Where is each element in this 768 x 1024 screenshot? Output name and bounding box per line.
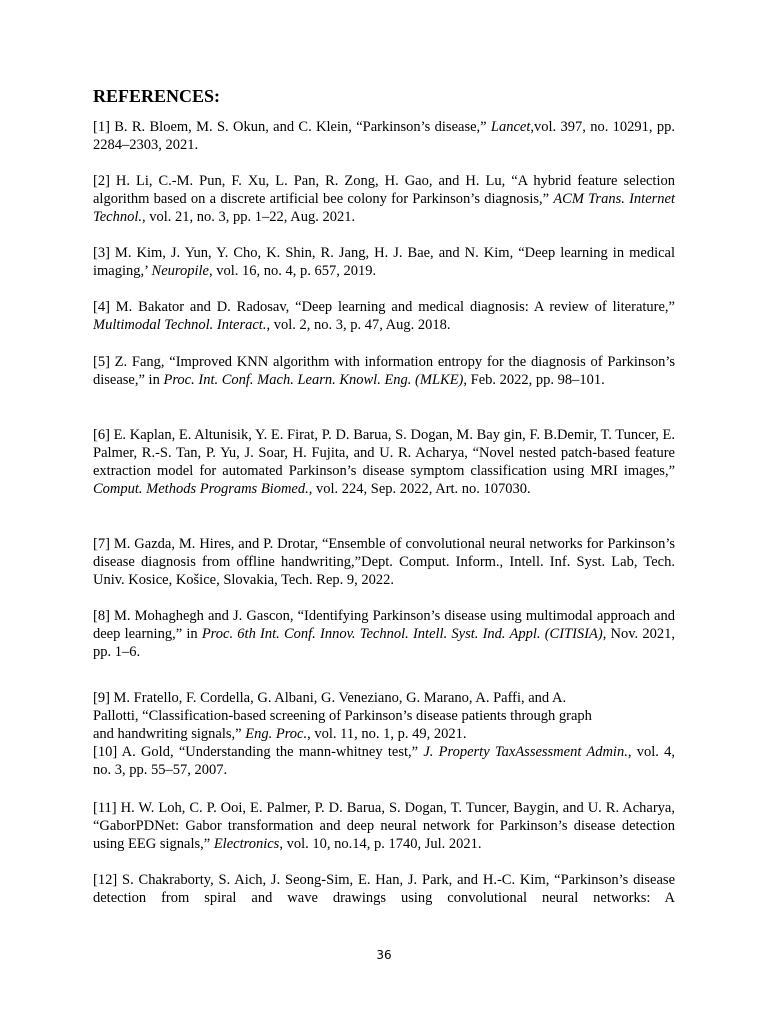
reference-1: [1] B. R. Bloem, M. S. Okun, and C. Klein, “Parkinson’s disease,” Lancet,vol. 397, no. 10291, pp. 2284–2303, 2021. [93, 119, 675, 153]
page-number: 36 [376, 948, 392, 962]
reference-9: [9] M. Fratello, F. Cordella, G. Albani, G. Veneziano, G. Marano, A. Paffi, and A. Pallotti, “Classification-based screening of Parkinson’s disease patients through graph and handwriting signals,” Eng. Proc., vol. 11, no. 1, p. 49, 2021. [93, 690, 592, 742]
reference-6: [6] E. Kaplan, E. Altunisik, Y. E. Firat, P. D. Barua, S. Dogan, M. Bay gin, F. B.Demir, T. Tuncer, E. Palmer, R.-S. Tan, P. Yu, J. Soar, H. Fujita, and U. R. Acharya, “Novel nested patch-based feature extraction model for automated Parkinson’s disease symptom classification using MRI images,” Comput. Methods Programs Biomed., vol. 224, Sep. 2022, Art. no. 107030. [93, 427, 675, 497]
reference-11: [11] H. W. Loh, C. P. Ooi, E. Palmer, P. D. Barua, S. Dogan, T. Tuncer, Baygin, and U. R. Acharya, “GaborPDNet: Gabor transformation and deep neural network for Parkinson’s disease detection using EEG signals,” Electronics, vol. 10, no.14, p. 1740, Jul. 2021. [93, 800, 675, 852]
references-heading: REFERENCES: [93, 86, 221, 106]
reference-3: [3] M. Kim, J. Yun, Y. Cho, K. Shin, R. Jang, H. J. Bae, and N. Kim, “Deep learning in medical imaging,’ Neuropile, vol. 16, no. 4, p. 657, 2019. [93, 245, 675, 279]
reference-2: [2] H. Li, C.-M. Pun, F. Xu, L. Pan, R. Zong, H. Gao, and H. Lu, “A hybrid feature selection algorithm based on a discrete artificial bee colony for Parkinson’s diagnosis,” ACM Trans. Internet Technol., vol. 21, no. 3, pp. 1–22, Aug. 2021. [93, 173, 675, 225]
reference-8: [8] M. Mohaghegh and J. Gascon, “Identifying Parkinson’s disease using multimodal approach and deep learning,” in Proc. 6th Int. Conf. Innov. Technol. Intell. Syst. Ind. Appl. (CITISIA), Nov. 2021, pp. 1–6. [93, 608, 675, 660]
reference-7: [7] M. Gazda, M. Hires, and P. Drotar, “Ensemble of convolutional neural networks for Parkinson’s disease diagnosis from offline handwriting,”Dept. Comput. Inform., Intell. Inf. Syst. Lab, Tech. Univ. Kosice, Košice, Slovakia, Tech. Rep. 9, 2022. [93, 536, 675, 588]
reference-5: [5] Z. Fang, “Improved KNN algorithm with information entropy for the diagnosis of Parkinson’s disease,” in Proc. Int. Conf. Mach. Learn. Knowl. Eng. (MLKE), Feb. 2022, pp. 98–101. [93, 354, 675, 388]
reference-10: [10] A. Gold, “Understanding the mann-whitney test,” J. Property TaxAssessment Admin., vol. 4, no. 3, pp. 55–57, 2007. [93, 744, 675, 778]
reference-4: [4] M. Bakator and D. Radosav, “Deep learning and medical diagnosis: A review of literature,” Multimodal Technol. Interact., vol. 2, no. 3, p. 47, Aug. 2018. [93, 299, 675, 333]
reference-12: [12] S. Chakraborty, S. Aich, J. Seong-Sim, E. Han, J. Park, and H.-C. Kim, “Parkinson’s disease detection from spiral and wave drawings using convolutional neural networks: A [93, 872, 675, 906]
